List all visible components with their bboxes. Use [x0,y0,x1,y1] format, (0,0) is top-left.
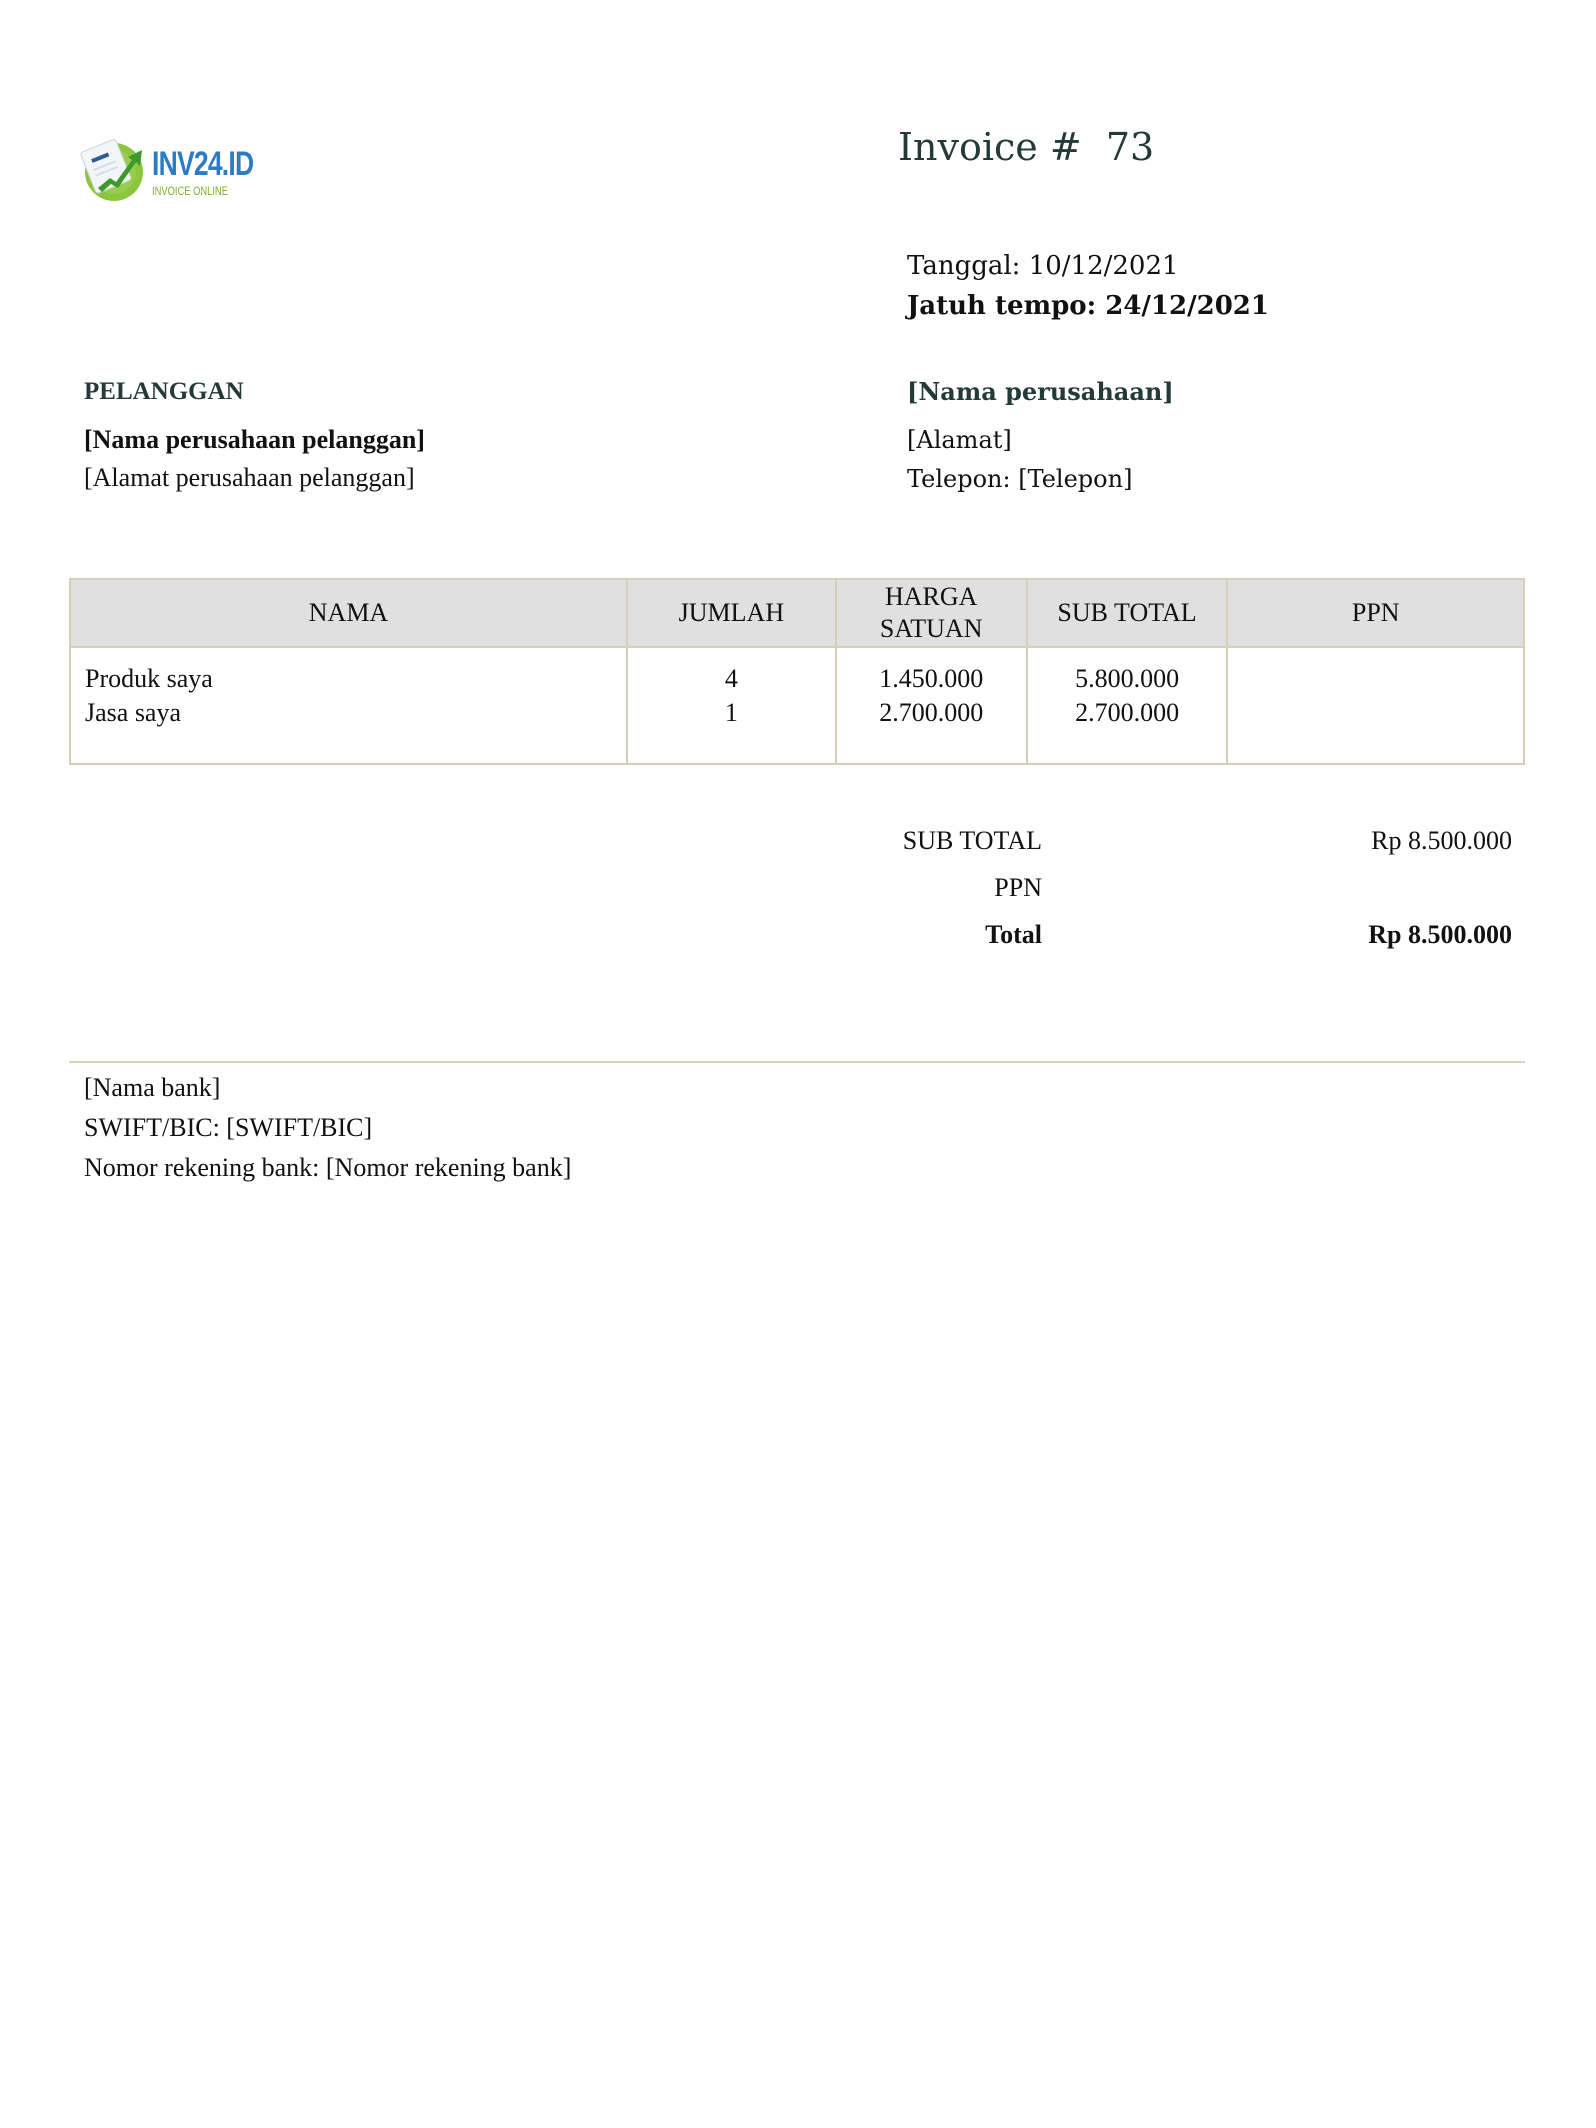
invoice-title: Invoice # 73 [898,125,1155,169]
company-block [907,375,1174,499]
item-quantity: 1 [724,698,738,727]
customer-section-label: PELANGGAN [84,378,244,405]
logo-brand-text: INV24.ID [152,145,254,183]
column-header-harga-satuan [836,579,1027,647]
logo-tagline: INVOICE ONLINE [152,184,228,198]
ppn-row [860,873,1512,920]
totals-block [860,826,1512,967]
total-row [860,920,1512,967]
company-phone: Telepon: [Telepon] [907,465,1133,493]
harga-line-1: HARGA [884,582,978,611]
total-value: Rp 8.500.000 [1368,920,1512,949]
item-subtotal: 2.700.000 [1075,698,1180,727]
customer-name: [Nama perusahaan pelanggan] [84,425,425,454]
item-subtotal: 5.800.000 [1075,664,1180,693]
bank-swift: SWIFT/BIC: [SWIFT/BIC] [84,1113,373,1142]
cell-jumlah [627,647,836,764]
column-header-sub-total: SUB TOTAL [1027,579,1228,647]
item-name: Produk saya [85,664,213,693]
column-header-ppn: PPN [1227,579,1524,647]
column-header-jumlah: JUMLAH [627,579,836,647]
harga-line-2: SATUAN [879,614,983,643]
item-unit-price: 1.450.000 [879,664,984,693]
bank-name: [Nama bank] [84,1073,221,1102]
company-logo [80,134,280,210]
items-table [69,578,1525,765]
company-name: [Nama perusahaan] [907,377,1174,406]
table-row [70,647,1524,764]
column-header-nama: NAMA [70,579,627,647]
subtotal-row [860,826,1512,873]
item-quantity: 4 [724,664,738,693]
cell-harga [836,647,1027,764]
invoice-growth-logo-icon [80,134,148,202]
bank-account: Nomor rekening bank: [Nomor rekening bank] [84,1153,572,1182]
total-label: Total [985,920,1042,949]
ppn-label: PPN [994,873,1042,902]
subtotal-label: SUB TOTAL [902,826,1042,855]
subtotal-value: Rp 8.500.000 [1371,826,1512,855]
cell-ppn [1227,647,1524,764]
cell-nama [70,647,627,764]
table-header-row [70,579,1524,647]
bank-info [84,1068,571,1188]
item-unit-price: 2.700.000 [879,698,984,727]
company-address: [Alamat] [907,426,1012,454]
invoice-date: Tanggal: 10/12/2021 [907,251,1179,281]
customer-address: [Alamat perusahaan pelanggan] [84,463,415,492]
due-date: Jatuh tempo: 24/12/2021 [907,291,1269,321]
item-name: Jasa saya [85,698,182,727]
footer-divider [69,1061,1525,1063]
cell-subtotal [1027,647,1228,764]
invoice-dates [907,246,1269,326]
customer-block [84,375,425,497]
